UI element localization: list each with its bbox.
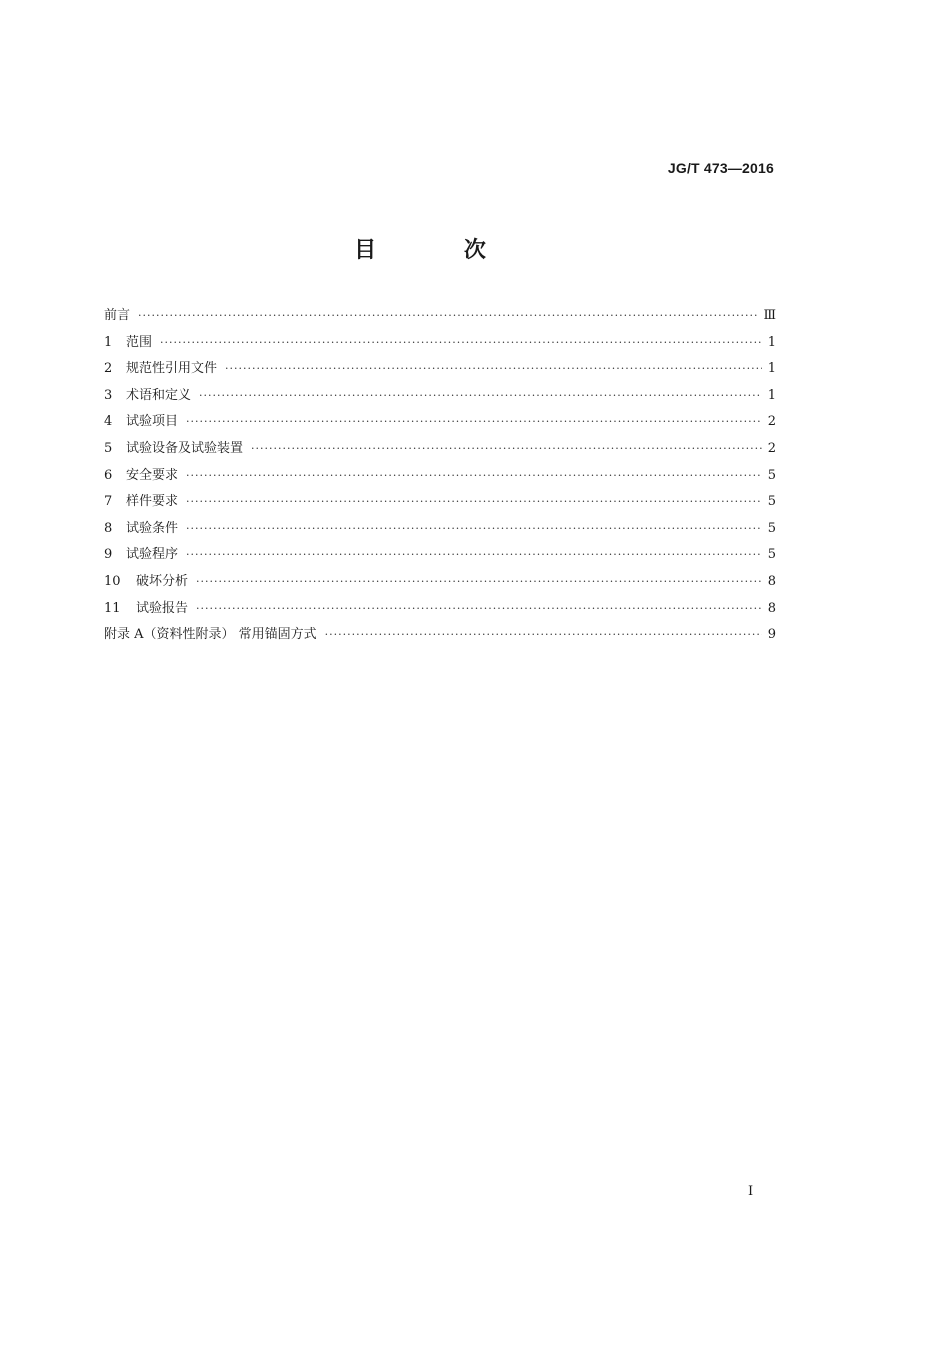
toc-entry-2[interactable] — [104, 357, 776, 384]
toc-dot-leader — [225, 362, 762, 375]
toc-entry-page: 5 — [767, 494, 776, 510]
toc-entry-6[interactable] — [104, 464, 776, 491]
toc-entry-page: 8 — [767, 600, 776, 616]
page-title: 目 次 — [354, 238, 526, 263]
toc-entry-label: 破坏分析 — [136, 573, 189, 589]
toc-entry-9[interactable] — [104, 543, 776, 570]
toc-dot-leader — [251, 442, 762, 455]
toc-dot-leader — [186, 548, 762, 561]
toc-dot-leader — [196, 602, 762, 615]
toc-entry-page: 5 — [767, 467, 776, 483]
toc-dot-leader — [138, 309, 757, 322]
toc-dot-leader — [160, 336, 762, 349]
table-of-contents — [104, 304, 776, 650]
toc-entry-label: 附录 A（资料性附录） 常用锚固方式 — [104, 627, 317, 643]
toc-entry-label: 试验条件 — [126, 520, 179, 536]
toc-entry-number: 2 — [104, 361, 113, 377]
toc-entry-label: 试验设备及试验装置 — [126, 440, 244, 456]
toc-entry-7[interactable] — [104, 490, 776, 517]
toc-entry-number: 1 — [104, 334, 113, 350]
toc-entry-label: 规范性引用文件 — [126, 361, 218, 377]
toc-entry-page: 2 — [767, 440, 776, 456]
toc-entry-3[interactable] — [104, 384, 776, 411]
toc-entry-label: 试验程序 — [126, 547, 179, 563]
toc-entry-number: 8 — [104, 520, 113, 536]
toc-entry-1[interactable] — [104, 331, 776, 358]
toc-entry-number: 6 — [104, 467, 113, 483]
toc-entry-page: 2 — [767, 414, 776, 430]
toc-entry-page: 1 — [767, 387, 776, 403]
toc-entry-page: Ⅲ — [763, 308, 776, 323]
toc-entry-number: 11 — [104, 600, 121, 616]
toc-entry-10[interactable] — [104, 570, 776, 597]
toc-dot-leader — [186, 495, 762, 508]
toc-entry-number: 7 — [104, 494, 113, 510]
toc-entry-page: 9 — [767, 627, 776, 643]
toc-entry-label: 试验报告 — [136, 600, 189, 616]
toc-entry-label: 前言 — [104, 308, 131, 323]
toc-entry-label: 范围 — [126, 334, 153, 350]
toc-entry-number: 9 — [104, 547, 113, 563]
toc-dot-leader — [186, 469, 762, 482]
toc-dot-leader — [186, 415, 762, 428]
toc-entry-foreword[interactable] — [104, 304, 776, 331]
toc-entry-number: 10 — [104, 573, 121, 589]
toc-dot-leader — [199, 389, 762, 402]
toc-dot-leader — [196, 575, 762, 588]
toc-entry-number: 3 — [104, 387, 113, 403]
toc-entry-label: 安全要求 — [126, 467, 179, 483]
toc-entry-page: 1 — [767, 361, 776, 377]
toc-entry-label: 术语和定义 — [126, 387, 192, 403]
toc-entry-page: 1 — [767, 334, 776, 350]
toc-entry-number: 5 — [104, 440, 113, 456]
toc-entry-number: 4 — [104, 414, 113, 430]
toc-entry-label: 样件要求 — [126, 494, 179, 510]
toc-entry-page: 5 — [767, 520, 776, 536]
toc-entry-label: 试验项目 — [126, 414, 179, 430]
toc-dot-leader — [325, 628, 762, 641]
toc-entry-5[interactable] — [104, 437, 776, 464]
toc-entry-11[interactable] — [104, 597, 776, 624]
toc-entry-4[interactable] — [104, 410, 776, 437]
toc-entry-page: 8 — [767, 573, 776, 589]
standard-code: JG/T 473—2016 — [667, 160, 774, 176]
toc-entry-8[interactable] — [104, 517, 776, 544]
page-number: I — [748, 1184, 754, 1199]
toc-entry-page: 5 — [767, 547, 776, 563]
toc-dot-leader — [186, 522, 762, 535]
toc-entry-appendix-a[interactable] — [104, 623, 776, 650]
